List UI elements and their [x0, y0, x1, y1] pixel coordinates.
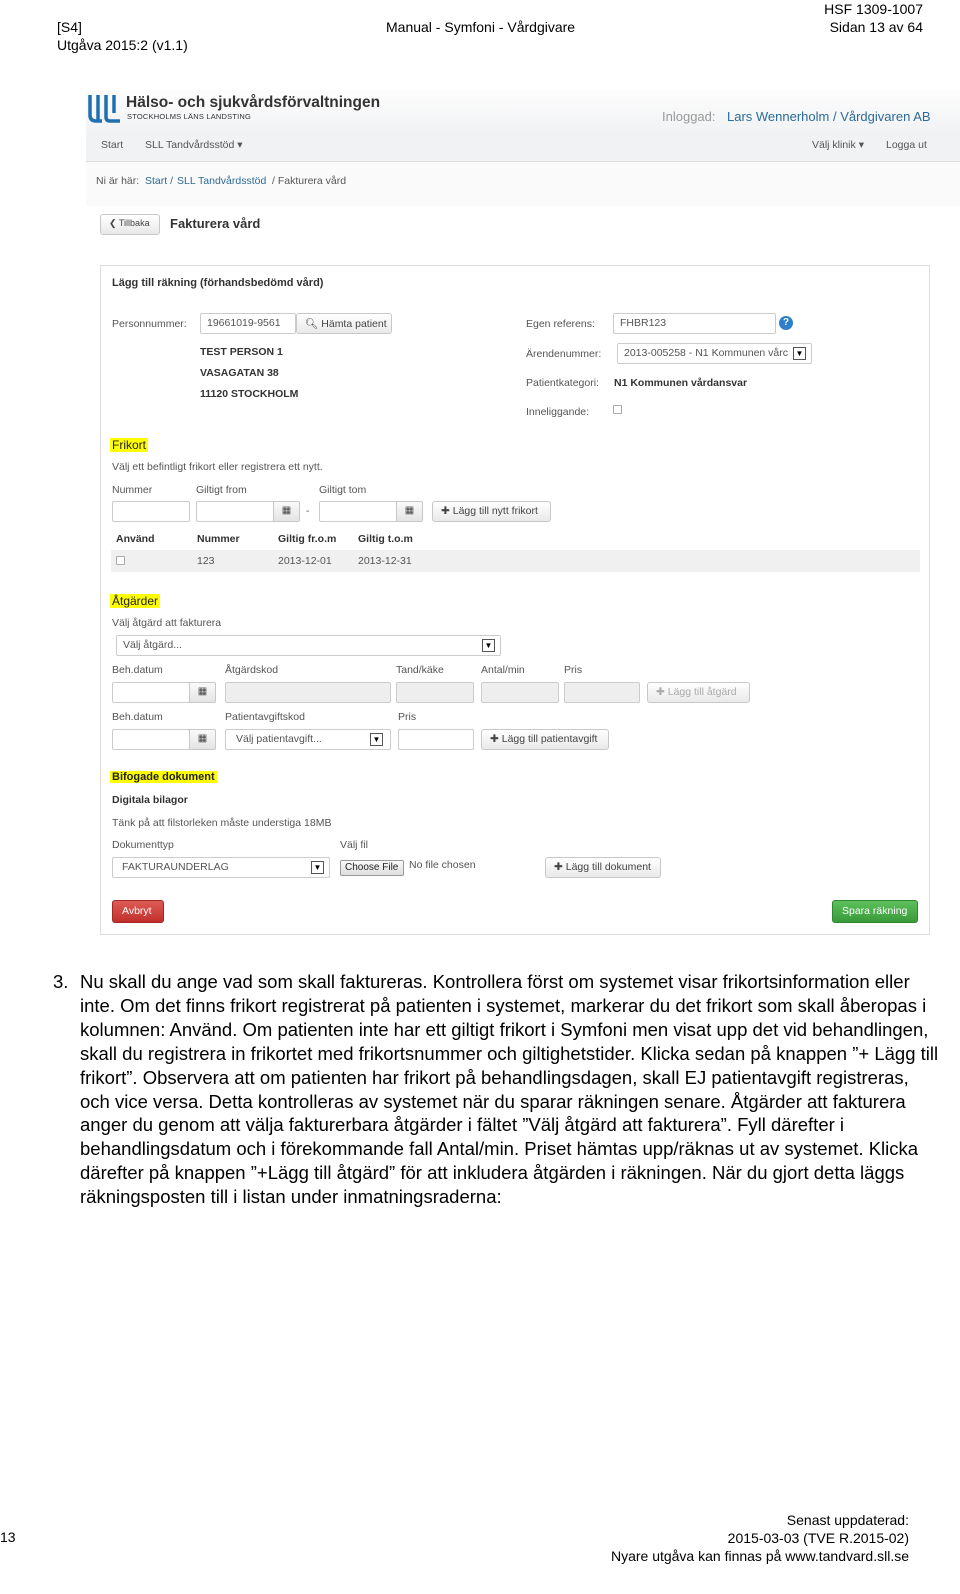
caret-down-icon: ▾: [858, 139, 864, 151]
use-frikort-checkbox[interactable]: [116, 556, 125, 565]
case-label: Ärendenummer:: [526, 348, 602, 360]
nav-start[interactable]: Start: [101, 139, 124, 151]
login-label: Inloggad:: [662, 109, 716, 124]
antal-input: [481, 682, 559, 703]
nav-klinik-label: Välj klinik: [812, 139, 856, 151]
date-separator: -: [306, 505, 310, 517]
row-number: 123: [197, 555, 215, 567]
instruction-number: 3.: [53, 971, 69, 992]
no-file-text: No file chosen: [409, 859, 476, 871]
form-title: Lägg till räkning (förhandsbedömd vård): [112, 277, 324, 289]
dropdown-arrow-icon: ▼: [793, 347, 806, 360]
col-anvand: Använd: [116, 533, 155, 545]
beh-datum2-label: Beh.datum: [112, 711, 163, 723]
page-title: Fakturera vård: [170, 216, 261, 231]
pris2-input[interactable]: [398, 729, 474, 750]
calendar-icon[interactable]: ▦: [189, 682, 216, 703]
frikort-from-label: Giltigt from: [196, 484, 247, 496]
choose-file-button[interactable]: Choose File: [340, 860, 404, 876]
breadcrumb-current: / Fakturera vård: [272, 175, 347, 187]
beh-datum2-input[interactable]: [112, 729, 190, 750]
page-counter: Sidan 13 av 64: [829, 19, 923, 35]
nav-sll-tandvardsstod[interactable]: [145, 139, 243, 151]
header-left: [57, 18, 188, 54]
tand-label: Tand/käke: [396, 664, 444, 676]
atgarder-heading: Åtgärder: [112, 594, 159, 608]
plus-icon: ✚: [656, 686, 665, 698]
caret-down-icon: ▾: [237, 139, 243, 151]
dropdown-arrow-icon: ▼: [311, 861, 324, 874]
calendar-icon[interactable]: ▦: [396, 501, 423, 522]
fetch-patient-button[interactable]: [296, 313, 392, 334]
header-right: [790, 0, 923, 36]
logo-icon: [86, 92, 124, 131]
pris2-label: Pris: [398, 711, 417, 723]
doc-type-select[interactable]: FAKTURAUNDERLAG: [112, 857, 330, 878]
page-number: 13: [0, 1529, 16, 1545]
doc-type-label: Dokumenttyp: [112, 839, 174, 851]
nav-sll-label: SLL Tandvårdsstöd: [145, 139, 235, 151]
pris-input: [564, 682, 640, 703]
back-label: Tillbaka: [118, 218, 150, 228]
frikort-hint: Välj ett befintligt frikort eller registrera ett nytt.: [112, 461, 323, 473]
document-id: HSF 1309-1007: [824, 1, 923, 17]
avgiftskod-select[interactable]: Välj patientavgift...: [225, 729, 391, 750]
chevron-left-icon: ❮: [109, 218, 117, 228]
frikort-number-input[interactable]: [112, 501, 190, 522]
file-label: Välj fil: [340, 839, 369, 851]
dropdown-arrow-icon: ▼: [482, 639, 495, 652]
case-number-select[interactable]: 2013-005258 - N1 Kommunen vårc: [617, 343, 812, 364]
personnummer-input[interactable]: 19661019-9561: [200, 313, 296, 334]
own-reference-input[interactable]: FHBR123: [613, 313, 776, 334]
nav-logout[interactable]: Logga ut: [886, 139, 927, 151]
frikort-number-label: Nummer: [112, 484, 153, 496]
add-document-button[interactable]: [545, 857, 661, 878]
col-giltig-tom: Giltig t.o.m: [358, 533, 413, 545]
frikort-tom-input[interactable]: [319, 501, 397, 522]
add-avgift-button[interactable]: [481, 729, 609, 750]
frikort-heading: Frikort: [112, 438, 146, 452]
frikort-from-input[interactable]: [196, 501, 274, 522]
row-to: 2013-12-31: [358, 555, 412, 567]
atgardskod-label: Åtgärdskod: [225, 664, 279, 676]
calendar-icon[interactable]: ▦: [273, 501, 300, 522]
frikort-tom-label: Giltigt tom: [319, 484, 367, 496]
atgard-select[interactable]: Välj åtgärd...: [116, 635, 501, 656]
inpatient-checkbox[interactable]: [613, 405, 622, 414]
fetch-patient-label: Hämta patient: [321, 318, 387, 330]
breadcrumb-start[interactable]: Start /: [145, 175, 174, 187]
add-atgard-button[interactable]: [647, 682, 750, 703]
col-nummer: Nummer: [197, 533, 240, 545]
atgardskod-input: [225, 682, 391, 703]
add-avgift-label: Lägg till patientavgift: [501, 733, 598, 745]
pris-label: Pris: [564, 664, 583, 676]
login-user[interactable]: Lars Wennerholm / Vårdgivaren AB: [727, 109, 931, 124]
col-giltig-from: Giltig fr.o.m: [278, 533, 337, 545]
help-icon[interactable]: ?: [779, 316, 793, 330]
beh-datum-label: Beh.datum: [112, 664, 163, 676]
patient-street: VASAGATAN 38: [200, 367, 279, 379]
breadcrumb-prefix: Ni är här:: [96, 175, 140, 187]
add-document-label: Lägg till dokument: [565, 861, 651, 873]
document-title: Manual - Symfoni - Vårdgivare: [386, 19, 576, 35]
calendar-icon[interactable]: ▦: [189, 729, 216, 750]
patient-city: 11120 STOCKHOLM: [200, 388, 299, 400]
save-invoice-button[interactable]: Spara räkning: [832, 900, 918, 923]
plus-icon: ✚: [441, 505, 450, 517]
add-frikort-button[interactable]: [432, 501, 551, 522]
add-frikort-label: Lägg till nytt frikort: [452, 505, 538, 517]
updated-value: 2015-03-03 (TVE R.2015-02): [727, 1530, 909, 1546]
org-name: Hälso- och sjukvårdsförvaltningen: [126, 94, 381, 111]
cancel-button[interactable]: Avbryt: [112, 900, 164, 923]
edition: Utgåva 2015:2 (v1.1): [57, 37, 188, 53]
dokument-note: Tänk på att filstorleken måste understiga 18MB: [112, 817, 332, 829]
org-subtitle: STOCKHOLMS LÄNS LANDSTING: [127, 112, 252, 121]
beh-datum-input[interactable]: [112, 682, 190, 703]
updated-label: Senast uppdaterad:: [786, 1512, 909, 1528]
avgiftskod-label: Patientavgiftskod: [225, 711, 305, 723]
newer-edition-note: Nyare utgåva kan finnas på www.tandvard.sll.se: [610, 1548, 909, 1564]
nav-choose-clinic[interactable]: [812, 139, 864, 151]
category-value: N1 Kommunen vårdansvar: [614, 377, 748, 389]
table-row: [111, 550, 920, 572]
row-from: 2013-12-01: [278, 555, 332, 567]
atgard-select-label: Välj åtgärd att fakturera: [112, 617, 222, 629]
dokument-heading: Bifogade dokument: [112, 771, 215, 783]
invoice-form-card: [100, 265, 930, 935]
antal-label: Antal/min: [481, 664, 525, 676]
document-code: [S4]: [57, 19, 82, 35]
pnr-label: Personnummer:: [112, 318, 187, 330]
tand-input: [396, 682, 474, 703]
patient-name: TEST PERSON 1: [200, 346, 283, 358]
category-label: Patientkategori:: [526, 377, 599, 389]
plus-icon: ✚: [554, 861, 563, 873]
breadcrumb-sll[interactable]: SLL Tandvårdsstöd: [177, 175, 267, 187]
add-atgard-label: Lägg till åtgärd: [667, 686, 737, 698]
inpatient-label: Inneliggande:: [526, 406, 590, 418]
instruction-text: Nu skall du ange vad som skall faktureras. Kontrollera först om systemet visar frikortsinformation eller inte. Om det finns frikort registrerat på patienten i systemet, markerar du det frikort som skall åberopas i kolumnen: Använd. Om patienten inte har ett giltigt frikort i Symfoni men visat upp det vid behandlingen, skall du registrera in frikortet med frikortsnummer och giltighetstider. Klicka sedan på knappen ”+ Lägg till frikort”. Observera att om patienten har frikort på behandlingsdagen, skall EJ patientavgift registreras, och vice versa. Detta kontrolleras av systemet när du sparar räkningen senare. Åtgärder att fakturera anger du genom att välja fakturerbara åtgärder i fältet ”Välj åtgärd att fakturera”. Fyll därefter i behandlingsdatum och i förekommande fall Antal/min. Priset hämtas upp/räknas ut av systemet. Klicka därefter på knappen ”+Lägg till åtgärd” för att inkludera åtgärden i räkningen. När du gjort detta läggs räkningsposten till i listan under inmatningsraderna:: [80, 971, 939, 1208]
back-button[interactable]: [100, 214, 160, 235]
plus-icon: ✚: [490, 733, 499, 745]
dropdown-arrow-icon: ▼: [370, 733, 383, 746]
dokument-subheading: Digitala bilagor: [112, 794, 188, 806]
app-screenshot: [86, 90, 960, 958]
search-icon: 🔍︎: [305, 318, 319, 330]
footer-info: [560, 1511, 909, 1565]
ref-label: Egen referens:: [526, 318, 595, 330]
